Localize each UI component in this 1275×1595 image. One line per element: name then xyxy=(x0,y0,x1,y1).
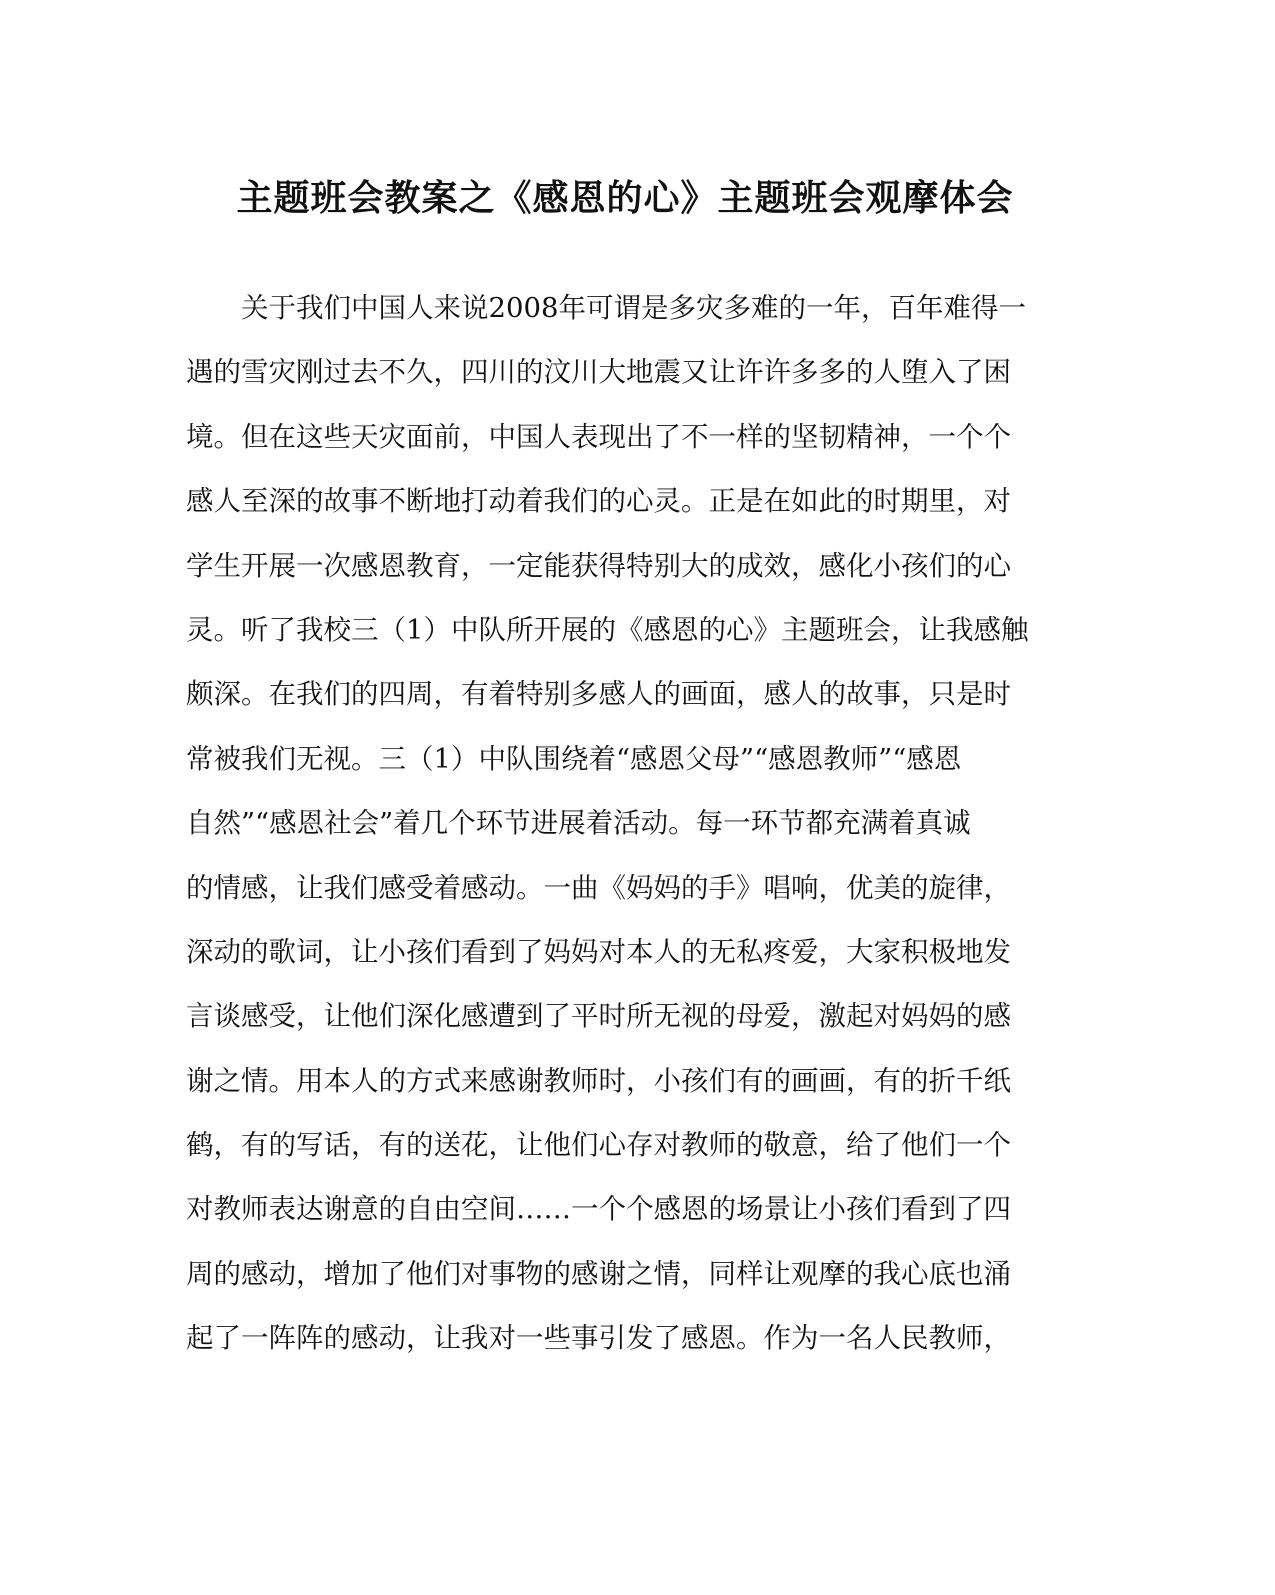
text-line: 感人至深的故事不断地打动着我们的心灵。正是在如此的时期里，对 xyxy=(186,485,1011,518)
text-line: 对教师表达谢意的自由空间……一个个感恩的场景让小孩们看到了四 xyxy=(186,1193,1011,1226)
text-line: 遇的雪灾刚过去不久，四川的汶川大地震又让许许多多的人堕入了困 xyxy=(186,356,1011,389)
text-line: 学生开展一次感恩教育，一定能获得特别大的成效，感化小孩们的心 xyxy=(186,549,1011,582)
text-line: 鹤，有的写话，有的送花，让他们心存对教师的敬意，给了他们一个 xyxy=(186,1129,1011,1162)
text-line: 关于我们中国人来说2008年可谓是多灾多难的一年，百年难得一 xyxy=(186,292,1026,324)
document-body xyxy=(186,276,1086,1371)
text-line: 境。但在这些天灾面前，中国人表现出了不一样的坚韧精神，一个个 xyxy=(186,420,1011,453)
text-line: 深动的歌词，让小孩们看到了妈妈对本人的无私疼爱，大家积极地发 xyxy=(186,935,1011,968)
text-line: 颇深。在我们的四周，有着特别多感人的画面，感人的故事，只是时 xyxy=(186,678,1011,711)
text-line: 常被我们无视。三（1）中队围绕着“感恩父母”“感恩教师”“感恩 xyxy=(186,742,962,775)
text-line: 谢之情。用本人的方式来感谢教师时，小孩们有的画画，有的折千纸 xyxy=(186,1064,1011,1097)
text-line: 起了一阵阵的感动，让我对一些事引发了感恩。作为一名人民教师， xyxy=(186,1322,1011,1355)
text-line: 言谈感受，让他们深化感遭到了平时所无视的母爱，激起对妈妈的感 xyxy=(186,1000,1011,1033)
document-title: 主题班会教案之《感恩的心》主题班会观摩体会 xyxy=(236,177,1014,219)
text-line: 的情感，让我们感受着感动。一曲《妈妈的手》唱响，优美的旋律， xyxy=(186,871,1011,904)
text-line: 周的感动，增加了他们对事物的感谢之情，同样让观摩的我心底也涌 xyxy=(186,1257,1011,1290)
text-line: 自然”“感恩社会”着几个环节进展着活动。每一环节都充满着真诚 xyxy=(186,807,971,840)
text-line: 灵。听了我校三（1）中队所开展的《感恩的心》主题班会，让我感触 xyxy=(186,613,1029,646)
